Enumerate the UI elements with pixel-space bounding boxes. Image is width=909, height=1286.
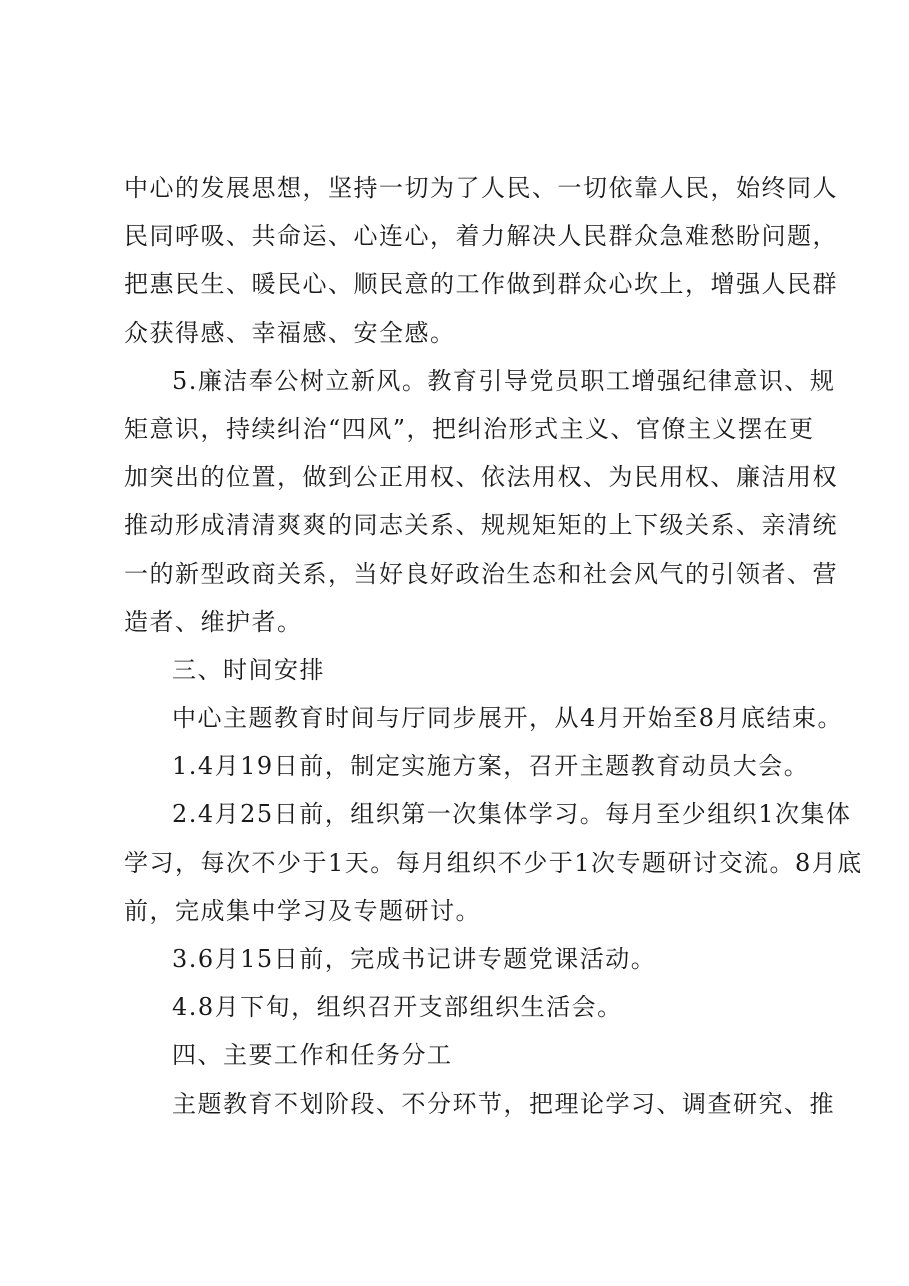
text-line: 1.4月19日前，制定实施方案，召开主题教育动员大会。 [172,752,810,781]
text-line: 中心的发展思想，坚持一切为了人民、一切依靠人民，始终同人 [124,174,838,202]
text-line: 前，完成集中学习及专题研讨。 [124,896,481,925]
text-line: 中心主题教育时间与厅同步展开，从4月开始至8月底结束。 [172,704,844,733]
text-line: 四、主要工作和任务分工 [172,1041,453,1070]
text-line: 2.4月25日前，组织第一次集体学习。每月至少组织1次集体 [172,800,852,829]
text-line: 主题教育不划阶段、不分环节，把理论学习、调查研究、推 [172,1089,835,1118]
text-line: 5.廉洁奉公树立新风。教育引导党员职工增强纪律意识、规 [172,366,836,395]
text-line: 民同呼吸、共命运、心连心，着力解决人民群众急难愁盼问题， [124,222,838,251]
text-line: 3.6月15日前，完成书记讲专题党课活动。 [172,945,657,973]
text-line: 推动形成清清爽爽的同志关系、规规矩矩的上下级关系、亲清统 [124,511,838,540]
text-line: 把惠民生、暖民心、顺民意的工作做到群众心坎上，增强人民群 [124,270,838,299]
text-line: 一的新型政商关系，当好良好政治生态和社会风气的引领者、营 [124,559,838,588]
text-line: 众获得感、幸福感、安全感。 [124,318,456,347]
document-body [124,164,863,1128]
text-line: 加突出的位置，做到公正用权、依法用权、为民用权、廉洁用权 [124,463,838,492]
text-line: 矩意识，持续纠治“四风”，把纠治形式主义、官僚主义摆在更 [124,414,815,443]
text-line: 造者、维护者。 [124,607,303,636]
text-line: 学习，每次不少于1天。每月组织不少于1次专题研讨交流。8月底 [124,848,863,877]
text-line: 三、时间安排 [172,655,325,684]
text-line: 4.8月下旬，组织召开支部组织生活会。 [172,993,623,1022]
